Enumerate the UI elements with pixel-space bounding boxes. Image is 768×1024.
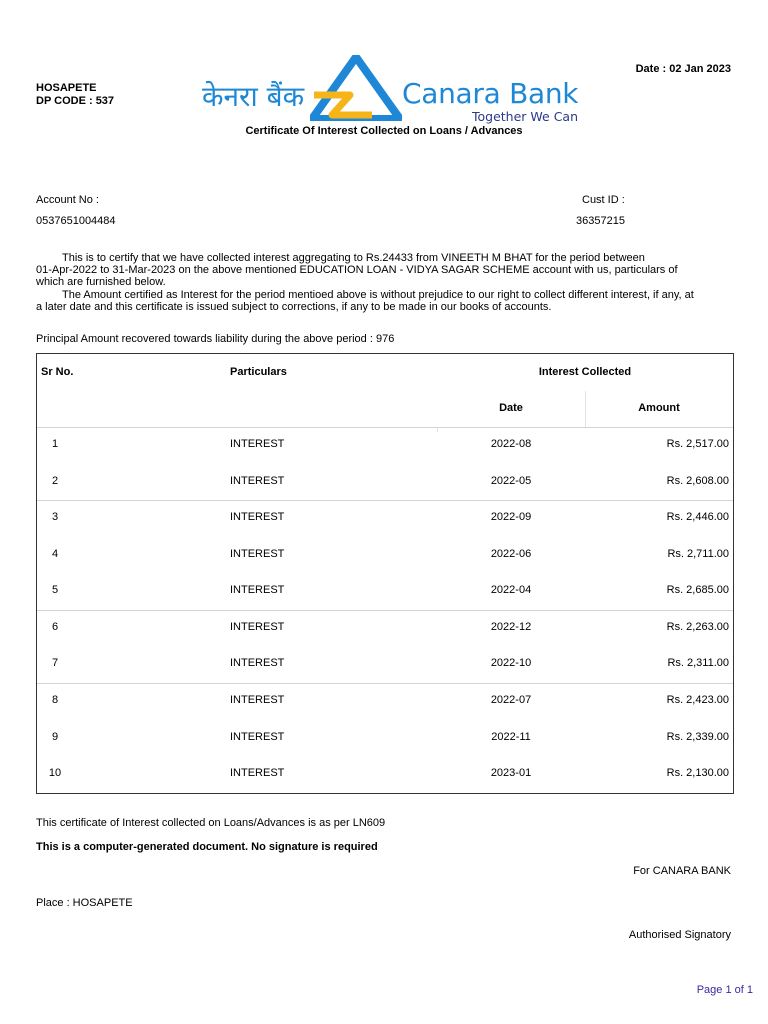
row-amount: Rs. 2,423.00 [666,694,729,706]
row-particular: INTEREST [230,731,285,743]
ln-note: This certificate of Interest collected on Loans/Advances is as per LN609 [36,817,386,829]
row-sr: 4 [51,548,59,560]
row-particular: INTEREST [230,511,285,523]
row-particular: INTEREST [230,767,285,779]
for-bank-label: For CANARA BANK [633,865,731,877]
header-col-divider [585,391,586,427]
para1-line1: This is to certify that we have collected interest aggregating to Rs.24433 from VINEETH M BHAT for the period between [62,252,645,264]
table-row [37,646,733,682]
dp-code: DP CODE : 537 [36,95,115,107]
row-date: 2022-04 [490,584,532,596]
row-date: 2023-01 [490,767,532,779]
table-row [37,537,733,573]
header-date: Date [499,402,523,414]
header-particulars: Particulars [230,366,287,378]
row-sr: 5 [51,584,59,596]
account-no-value: 0537651004484 [36,215,116,227]
row-amount: Rs. 2,685.00 [666,584,729,596]
row-amount: Rs. 2,263.00 [666,621,729,633]
row-amount: Rs. 2,711.00 [667,548,729,560]
row-particular: INTEREST [230,694,285,706]
row-amount: Rs. 2,130.00 [666,767,729,779]
para2-line1: The Amount certified as Interest for the period mentioed above is without prejudice to our right to collect different interest, if any, at [62,289,694,301]
table-row [37,427,733,463]
row-date: 2022-11 [491,731,531,743]
header-amount: Amount [638,402,680,414]
row-date: 2022-09 [490,511,532,523]
computer-generated-note: This is a computer-generated document. No signature is required [36,841,378,853]
table-row [37,610,733,646]
cust-id-label: Cust ID : [582,194,625,206]
table-row [37,683,733,719]
row-amount: Rs. 2,446.00 [666,511,729,523]
branch-name: HOSAPETE [36,82,97,94]
document-date: Date : 02 Jan 2023 [635,63,731,75]
row-date: 2022-05 [490,475,532,487]
row-sr: 1 [51,438,59,450]
row-date: 2022-06 [490,548,532,560]
para2-line2: a later date and this certificate is issued subject to corrections, if any to be made in our books of accounts. [36,301,552,313]
row-amount: Rs. 2,339.00 [666,731,729,743]
row-particular: INTEREST [230,438,285,450]
account-no-label: Account No : [36,194,99,206]
canara-triangle-icon [310,55,402,121]
row-particular: INTEREST [230,475,285,487]
row-sr: 9 [51,731,59,743]
row-date: 2022-07 [490,694,532,706]
row-particular: INTEREST [230,657,285,669]
page-number: Page 1 of 1 [696,984,753,996]
row-sr: 7 [51,657,59,669]
table-row [37,720,733,756]
para1-line2: 01-Apr-2022 to 31-Mar-2023 on the above mentioned EDUCATION LOAN - VIDYA SAGAR SCHEME account with us, particulars of [36,264,678,276]
table-row [37,573,733,609]
para1-line3: which are furnished below. [36,276,166,288]
row-date: 2022-12 [490,621,532,633]
row-particular: INTEREST [230,621,285,633]
canara-bank-logo [200,55,590,127]
row-sr: 6 [51,621,59,633]
row-sr: 3 [51,511,59,523]
table-row [37,500,733,536]
header-sr-no: Sr No. [41,366,74,378]
row-sr: 8 [51,694,59,706]
row-sr: 10 [48,767,62,779]
row-amount: Rs. 2,517.00 [666,438,729,450]
certificate-title: Certificate Of Interest Collected on Loans / Advances [245,125,523,137]
principal-recovered: Principal Amount recovered towards liability during the above period : 976 [36,333,395,345]
logo-hindi-name: केनरा बैंक [202,80,305,113]
header-interest-collected: Interest Collected [538,366,632,378]
cust-id-value: 36357215 [576,215,625,227]
authorised-signatory: Authorised Signatory [628,929,731,941]
row-particular: INTEREST [230,548,285,560]
logo-tagline: Together We Can [472,109,579,124]
row-particular: INTEREST [230,584,285,596]
interest-table [36,353,734,794]
row-amount: Rs. 2,608.00 [666,475,729,487]
table-row [37,464,733,500]
row-amount: Rs. 2,311.00 [667,657,729,669]
place-label: Place : HOSAPETE [36,897,133,909]
row-date: 2022-08 [490,438,532,450]
logo-english-name: Canara Bank [402,77,579,110]
row-sr: 2 [51,475,59,487]
table-row [37,756,733,792]
row-date: 2022-10 [490,657,532,669]
